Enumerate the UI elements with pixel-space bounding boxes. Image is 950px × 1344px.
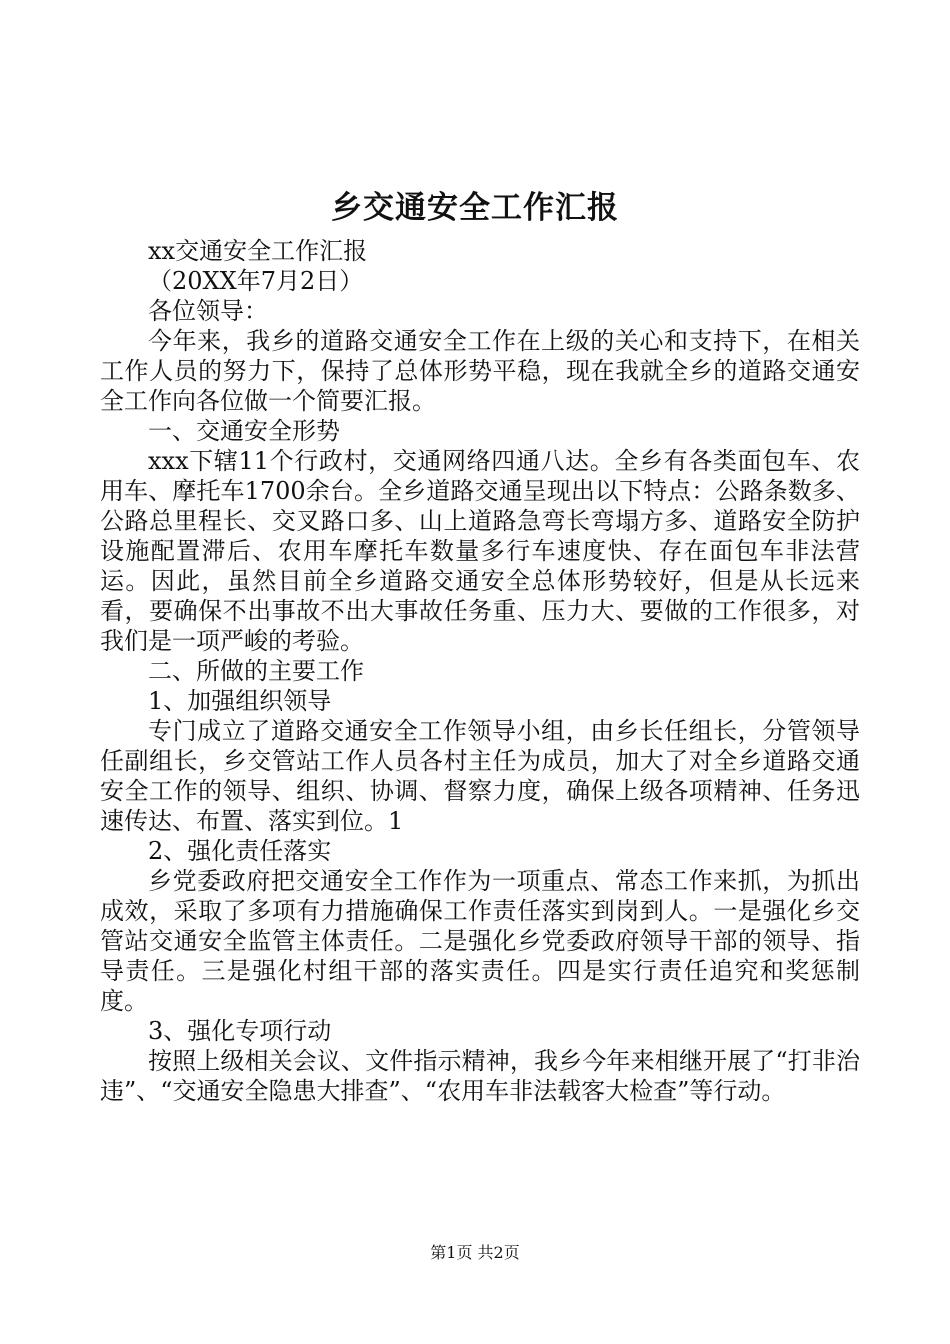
report-heading: xx交通安全工作汇报 — [148, 237, 368, 265]
special-action-paragraph: 按照上级相关会议、文件指示精神，我乡今年来相继开展了“打非治违”、“交通安全隐患大排查”、“农用车非法载客大检查”等行动。 — [100, 1047, 860, 1105]
salutation: 各位领导： — [148, 297, 268, 325]
document-body — [100, 236, 860, 1106]
section-heading-situation: 一、交通安全形势 — [148, 417, 340, 445]
subheading-responsibility: 2、强化责任落实 — [148, 837, 332, 865]
intro-paragraph: 今年来，我乡的道路交通安全工作在上级的关心和支持下，在相关工作人员的努力下，保持了总体形势平稳，现在我就全乡的道路交通安全工作向各位做一个简要汇报。 — [100, 327, 860, 415]
section-heading-main-work: 二、所做的主要工作 — [148, 657, 364, 685]
page-footer: 第1页 共2页 — [430, 1243, 520, 1262]
subheading-special-action: 3、强化专项行动 — [148, 1017, 332, 1045]
subheading-leadership: 1、加强组织领导 — [148, 687, 332, 715]
situation-paragraph: xxx下辖11个行政村，交通网络四通八达。全乡有各类面包车、农用车、摩托车1700余台。全乡道路交通呈现出以下特点：公路条数多、公路总里程长、交叉路口多、山上道路急弯长弯塌方多、道路安全防护设施配置滞后、农用车摩托车数量多行车速度快、存在面包车非法营运。因此，虽然目前全乡道路交通安全总体形势较好，但是从长远来看，要确保不出事故不出大事故任务重、压力大、要做的工作很多，对我们是一项严峻的考验。 — [100, 447, 860, 655]
leadership-paragraph: 专门成立了道路交通安全工作领导小组，由乡长任组长，分管领导任副组长，乡交管站工作人员各村主任为成员，加大了对全乡道路交通安全工作的领导、组织、协调、督察力度，确保上级各项精神、任务迅速传达、布置、落实到位。1 — [100, 717, 860, 835]
report-date: （20XX年7月2日） — [148, 267, 364, 295]
document-title: 乡交通安全工作汇报 — [331, 190, 619, 226]
responsibility-paragraph: 乡党委政府把交通安全工作作为一项重点、常态工作来抓，为抓出成效，采取了多项有力措施确保工作责任落实到岗到人。一是强化乡交管站交通安全监管主体责任。二是强化乡党委政府领导干部的领导、指导责任。三是强化村组干部的落实责任。四是实行责任追究和奖惩制度。 — [100, 867, 860, 1015]
